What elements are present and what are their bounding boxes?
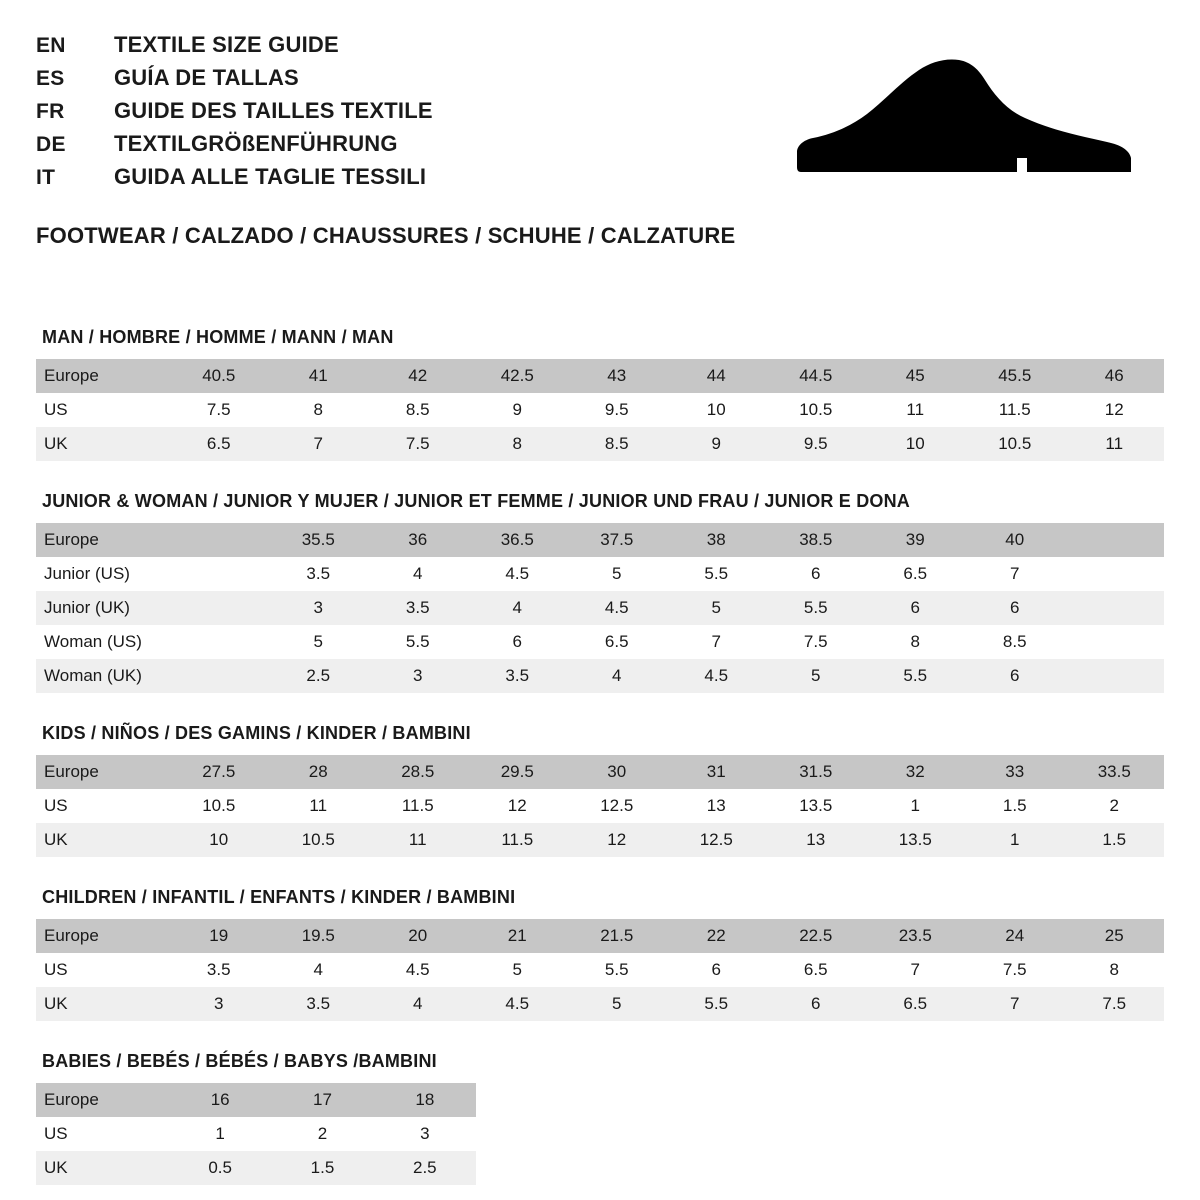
size-cell: 19 [169, 919, 269, 953]
size-cell: 12.5 [567, 789, 667, 823]
size-cell: 1.5 [965, 789, 1065, 823]
size-cell: 11 [1065, 427, 1165, 461]
size-cell: 25 [1065, 919, 1165, 953]
size-cell: 12 [567, 823, 667, 857]
size-cell: 5.5 [866, 659, 966, 693]
size-cell: 9.5 [567, 393, 667, 427]
size-cell: 2.5 [374, 1151, 476, 1185]
size-cell: 44 [667, 359, 767, 393]
size-cell: 35.5 [269, 523, 369, 557]
size-cell [169, 557, 269, 591]
size-cell: 4.5 [468, 557, 568, 591]
language-row [36, 32, 433, 65]
size-cell: 8 [269, 393, 369, 427]
size-cell: 16 [169, 1083, 271, 1117]
size-cell: 3.5 [468, 659, 568, 693]
size-cell: 7.5 [965, 953, 1065, 987]
size-cell: 9.5 [766, 427, 866, 461]
section-title: JUNIOR & WOMAN / JUNIOR Y MUJER / JUNIOR ET FEMME / JUNIOR UND FRAU / JUNIOR E DONA [42, 491, 911, 511]
table-row [36, 755, 1164, 789]
language-title: GUIDE DES TAILLES TEXTILE [114, 98, 433, 123]
size-table [36, 359, 1164, 461]
table-row [36, 789, 1164, 823]
size-cell: 21 [468, 919, 568, 953]
size-cell: 28 [269, 755, 369, 789]
size-cell: 0.5 [169, 1151, 271, 1185]
size-section-man [36, 327, 1164, 461]
size-cell: 20 [368, 919, 468, 953]
size-cell: 1 [169, 1117, 271, 1151]
size-cell: 3 [374, 1117, 476, 1151]
size-section-children [36, 887, 1164, 1021]
size-cell: 5 [667, 591, 767, 625]
language-code: FR [36, 100, 65, 123]
size-cell: 6.5 [567, 625, 667, 659]
size-cell: 5.5 [667, 557, 767, 591]
size-cell: 10 [667, 393, 767, 427]
size-cell: 13.5 [866, 823, 966, 857]
size-cell: 42.5 [468, 359, 568, 393]
shoe-illustration [774, 32, 1164, 179]
language-title: GUÍA DE TALLAS [114, 65, 299, 90]
size-cell: 22.5 [766, 919, 866, 953]
size-cell: 6 [468, 625, 568, 659]
row-label: Junior (UK) [36, 591, 169, 625]
size-cell: 4 [368, 557, 468, 591]
size-cell: 5 [269, 625, 369, 659]
size-cell: 6.5 [866, 987, 966, 1021]
size-section-babies [36, 1051, 1164, 1185]
size-cell: 3.5 [368, 591, 468, 625]
row-label: US [36, 393, 169, 427]
row-label: UK [36, 427, 169, 461]
size-cell: 41 [269, 359, 369, 393]
size-cell: 22 [667, 919, 767, 953]
language-row [36, 131, 433, 164]
size-cell: 27.5 [169, 755, 269, 789]
size-cell: 10 [169, 823, 269, 857]
table-row [36, 393, 1164, 427]
size-cell: 11.5 [468, 823, 568, 857]
table-row [36, 591, 1164, 625]
language-row [36, 164, 433, 197]
size-cell: 11.5 [965, 393, 1065, 427]
size-cell: 5.5 [567, 953, 667, 987]
size-cell: 7.5 [1065, 987, 1165, 1021]
section-title: MAN / HOMBRE / HOMME / MANN / MAN [42, 327, 394, 347]
size-cell: 7 [965, 557, 1065, 591]
row-label: Europe [36, 919, 169, 953]
size-cell [1065, 659, 1165, 693]
size-cell: 7 [269, 427, 369, 461]
size-cell: 4.5 [567, 591, 667, 625]
size-cell: 28.5 [368, 755, 468, 789]
size-cell: 9 [667, 427, 767, 461]
size-cell: 39 [866, 523, 966, 557]
size-cell: 1.5 [271, 1151, 373, 1185]
size-cell: 24 [965, 919, 1065, 953]
size-table [36, 1083, 476, 1185]
size-cell: 36 [368, 523, 468, 557]
size-cell: 2 [1065, 789, 1165, 823]
size-cell: 43 [567, 359, 667, 393]
size-cell: 1.5 [1065, 823, 1165, 857]
size-cell: 5.5 [368, 625, 468, 659]
size-cell: 10 [866, 427, 966, 461]
row-label: Woman (US) [36, 625, 169, 659]
language-title: TEXTILE SIZE GUIDE [114, 32, 339, 57]
size-cell: 8 [866, 625, 966, 659]
size-cell: 45.5 [965, 359, 1065, 393]
size-cell: 3 [269, 591, 369, 625]
size-section-junior-woman [36, 491, 1164, 693]
language-title-list [36, 32, 433, 197]
size-cell: 5.5 [667, 987, 767, 1021]
size-cell: 38.5 [766, 523, 866, 557]
size-cell: 3.5 [269, 987, 369, 1021]
table-row [36, 987, 1164, 1021]
size-table [36, 919, 1164, 1021]
size-cell: 5 [567, 557, 667, 591]
size-cell: 5 [766, 659, 866, 693]
size-cell: 11 [866, 393, 966, 427]
size-cell: 7 [965, 987, 1065, 1021]
size-cell [1065, 557, 1165, 591]
table-row [36, 659, 1164, 693]
size-cell: 9 [468, 393, 568, 427]
language-code: IT [36, 166, 56, 189]
size-cell: 17 [271, 1083, 373, 1117]
section-title: KIDS / NIÑOS / DES GAMINS / KINDER / BAMBINI [42, 723, 471, 743]
size-cell: 3.5 [269, 557, 369, 591]
size-cell: 7.5 [368, 427, 468, 461]
size-cell: 7 [667, 625, 767, 659]
size-cell: 2.5 [269, 659, 369, 693]
size-cell: 6 [766, 557, 866, 591]
size-cell: 5.5 [766, 591, 866, 625]
size-cell [1065, 591, 1165, 625]
size-cell: 6 [866, 591, 966, 625]
language-code: DE [36, 133, 66, 156]
size-cell: 44.5 [766, 359, 866, 393]
size-cell: 8.5 [965, 625, 1065, 659]
size-cell: 42 [368, 359, 468, 393]
size-cell: 13 [766, 823, 866, 857]
size-cell [1065, 625, 1165, 659]
dress-shoe-icon [789, 54, 1134, 179]
table-row [36, 1151, 476, 1185]
size-section-kids [36, 723, 1164, 857]
size-cell: 33.5 [1065, 755, 1165, 789]
size-cell: 6.5 [866, 557, 966, 591]
size-cell: 11 [368, 823, 468, 857]
table-row [36, 625, 1164, 659]
size-cell: 10.5 [169, 789, 269, 823]
size-cell [1065, 523, 1165, 557]
table-row [36, 1083, 476, 1117]
size-cell: 4 [468, 591, 568, 625]
row-label: Europe [36, 523, 169, 557]
language-code: ES [36, 67, 65, 90]
row-label: Europe [36, 755, 169, 789]
size-cell [169, 659, 269, 693]
size-cell: 19.5 [269, 919, 369, 953]
size-cell: 1 [965, 823, 1065, 857]
size-cell: 7.5 [169, 393, 269, 427]
size-cell: 8.5 [567, 427, 667, 461]
table-row [36, 557, 1164, 591]
row-label: US [36, 789, 169, 823]
size-cell: 7.5 [766, 625, 866, 659]
language-title: GUIDA ALLE TAGLIE TESSILI [114, 164, 427, 189]
language-title: TEXTILGRÖßENFÜHRUNG [114, 131, 398, 156]
size-cell: 3.5 [169, 953, 269, 987]
size-cell: 38 [667, 523, 767, 557]
size-cell [169, 591, 269, 625]
size-cell: 6 [667, 953, 767, 987]
size-cell: 6.5 [169, 427, 269, 461]
size-cell: 4.5 [468, 987, 568, 1021]
size-cell: 45 [866, 359, 966, 393]
size-cell: 6 [965, 659, 1065, 693]
size-table [36, 755, 1164, 857]
size-cell: 5 [567, 987, 667, 1021]
row-label: Woman (UK) [36, 659, 169, 693]
row-label: UK [36, 987, 169, 1021]
size-cell: 6.5 [766, 953, 866, 987]
size-cell: 6 [965, 591, 1065, 625]
size-cell: 29.5 [468, 755, 568, 789]
size-cell: 4.5 [368, 953, 468, 987]
table-row [36, 953, 1164, 987]
size-cell: 21.5 [567, 919, 667, 953]
size-cell: 37.5 [567, 523, 667, 557]
size-cell: 8 [1065, 953, 1165, 987]
size-cell: 6 [766, 987, 866, 1021]
size-cell: 40.5 [169, 359, 269, 393]
size-cell: 32 [866, 755, 966, 789]
section-title: CHILDREN / INFANTIL / ENFANTS / KINDER / BAMBINI [42, 887, 516, 907]
size-cell: 33 [965, 755, 1065, 789]
size-cell: 10.5 [269, 823, 369, 857]
row-label: Junior (US) [36, 557, 169, 591]
row-label: Europe [36, 359, 169, 393]
size-cell: 5 [468, 953, 568, 987]
size-cell: 12 [468, 789, 568, 823]
size-cell: 10.5 [965, 427, 1065, 461]
size-cell: 31 [667, 755, 767, 789]
size-cell: 30 [567, 755, 667, 789]
size-cell: 4 [368, 987, 468, 1021]
language-row [36, 65, 433, 98]
size-cell: 4 [567, 659, 667, 693]
size-cell: 7 [866, 953, 966, 987]
table-row [36, 523, 1164, 557]
size-cell: 4.5 [667, 659, 767, 693]
size-cell: 12 [1065, 393, 1165, 427]
table-row [36, 427, 1164, 461]
section-title: BABIES / BEBÉS / BÉBÉS / BABYS /BAMBINI [42, 1051, 437, 1071]
size-cell: 13 [667, 789, 767, 823]
size-cell: 3 [169, 987, 269, 1021]
size-cell: 23.5 [866, 919, 966, 953]
size-cell: 8 [468, 427, 568, 461]
size-table [36, 523, 1164, 693]
table-row [36, 823, 1164, 857]
size-cell: 4 [269, 953, 369, 987]
size-cell: 36.5 [468, 523, 568, 557]
footwear-section-title: FOOTWEAR / CALZADO / CHAUSSURES / SCHUHE / CALZATURE [36, 223, 736, 248]
size-cell [169, 523, 269, 557]
size-cell: 10.5 [766, 393, 866, 427]
table-row [36, 1117, 476, 1151]
table-row [36, 359, 1164, 393]
size-cell: 11 [269, 789, 369, 823]
size-cell: 3 [368, 659, 468, 693]
row-label: US [36, 953, 169, 987]
row-label: UK [36, 1151, 169, 1185]
size-cell: 8.5 [368, 393, 468, 427]
row-label: US [36, 1117, 169, 1151]
size-cell: 18 [374, 1083, 476, 1117]
size-cell: 40 [965, 523, 1065, 557]
size-cell: 2 [271, 1117, 373, 1151]
size-sections [36, 327, 1164, 1185]
row-label: UK [36, 823, 169, 857]
size-cell: 1 [866, 789, 966, 823]
language-code: EN [36, 34, 66, 57]
size-cell: 31.5 [766, 755, 866, 789]
language-row [36, 98, 433, 131]
size-cell [169, 625, 269, 659]
page-header [36, 32, 1164, 197]
size-cell: 11.5 [368, 789, 468, 823]
table-row [36, 919, 1164, 953]
row-label: Europe [36, 1083, 169, 1117]
size-cell: 46 [1065, 359, 1165, 393]
size-cell: 12.5 [667, 823, 767, 857]
size-cell: 13.5 [766, 789, 866, 823]
